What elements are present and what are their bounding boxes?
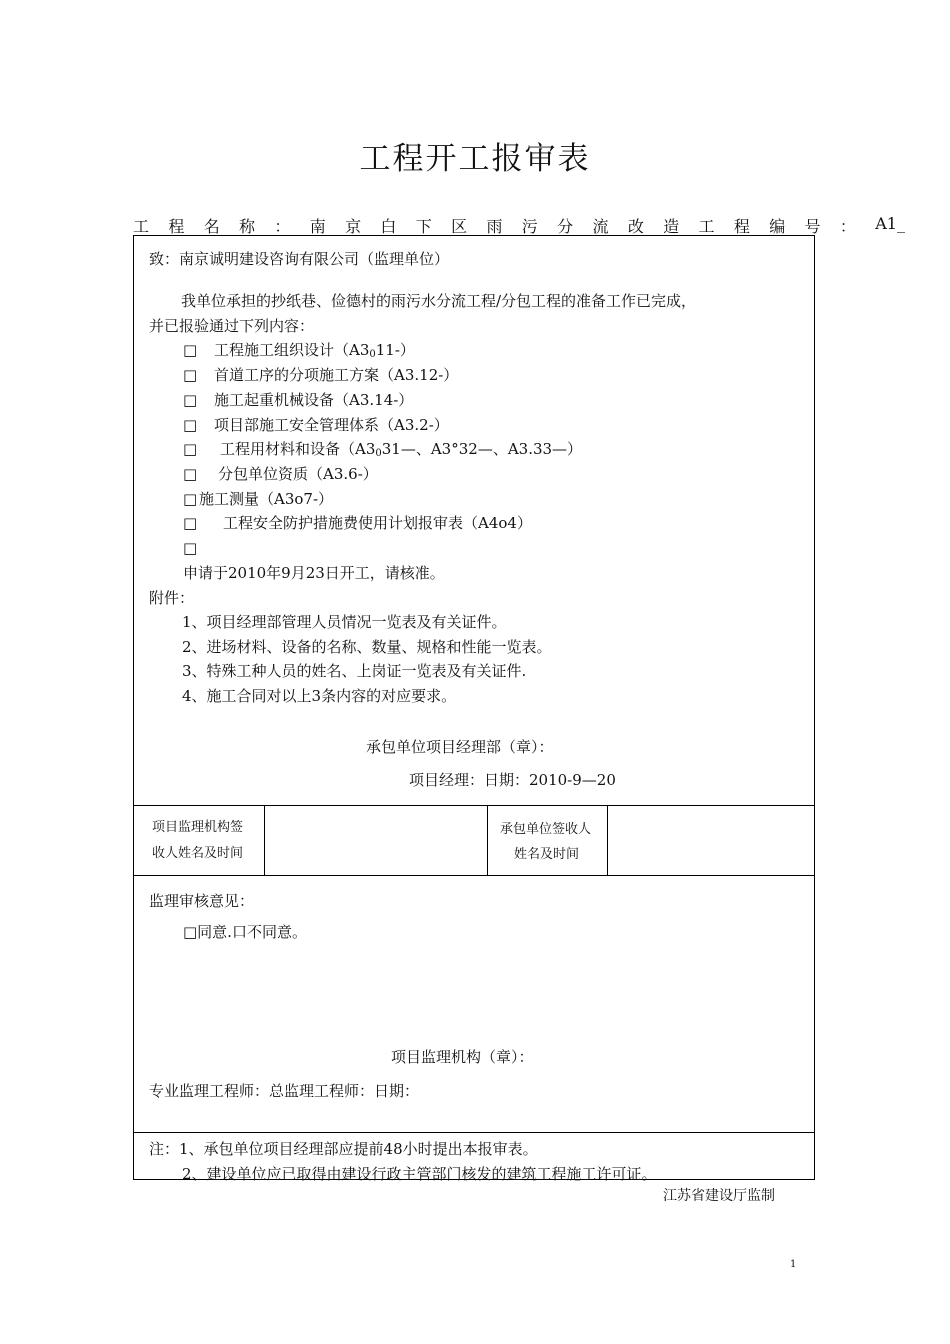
checkbox[interactable]: □ [183, 539, 198, 557]
intro-line-2: 并已报验通过下列内容： [149, 317, 315, 335]
project-line-char: 改 [627, 217, 644, 236]
divider [134, 1132, 814, 1133]
note-2: 2、建设单位应已取得由建设行政主管部门核发的建筑工程施工许可证。 [182, 1165, 657, 1183]
checkbox[interactable]: □ [183, 341, 198, 359]
attachment-item: 1、项目经理部管理人员情况一览表及有关证件。 [182, 613, 507, 631]
project-line-char: 京 [345, 217, 362, 236]
checklist-item-label [214, 391, 413, 409]
project-line-char: 号 [804, 217, 821, 236]
apply-line: 申请于2010年9月23日开工，请核准。 [183, 564, 445, 582]
page-number: 1 [790, 1259, 797, 1270]
project-line-char: 分 [557, 217, 574, 236]
project-line-char: 称 [239, 217, 256, 236]
checklist-item-label [214, 366, 458, 384]
project-line-char: 工 [133, 217, 150, 236]
checkbox[interactable]: □ [183, 490, 198, 508]
checkbox[interactable]: □ [183, 391, 198, 409]
project-line-char: 区 [451, 217, 468, 236]
supervision-stamp-line: 项目监理机构（章）： [391, 1048, 534, 1066]
checkbox[interactable]: □ [183, 366, 198, 384]
attachment-item: 4、施工合同对以上3条内容的对应要求。 [182, 687, 457, 705]
checklist-item-subscript: 0 [375, 448, 382, 459]
checkbox[interactable]: □ [183, 416, 198, 434]
manager-date-line: 项目经理：日期：2010-9—20 [409, 771, 616, 789]
supervisor-receiver-field[interactable] [265, 806, 486, 874]
note-1: 注：1、承包单位项目经理部应提前48小时提出本报审表。 [149, 1140, 538, 1158]
issuing-authority: 江苏省建设厅监制 [663, 1188, 775, 1204]
contractor-stamp-line: 承包单位项目经理部（章）： [366, 738, 554, 756]
attachment-item: 3、特殊工种人员的姓名、上岗证一览表及有关证件. [182, 662, 527, 680]
checklist-item-text: 工程用材料和设备（A3 [220, 440, 376, 458]
checklist-item-label [199, 490, 333, 508]
checklist-item-text: 工程安全防护措施费使用计划报审表（A4o4） [223, 514, 532, 532]
project-line-char: 下 [415, 217, 432, 236]
checklist-item-text: 施工测量（A3o7-） [199, 490, 334, 508]
document-title: 工程开工报审表 [359, 141, 591, 177]
form-table [133, 235, 815, 1183]
project-line-char: 程 [733, 217, 750, 236]
intro-line-1: 我单位承担的抄纸巷、俭德村的雨污水分流工程/分包工程的准备工作已完成， [181, 292, 697, 310]
project-line-char: 编 [769, 217, 786, 236]
checklist-item-tail: 11-） [375, 341, 415, 359]
project-line-char: 程 [168, 217, 185, 236]
project-line-char: 雨 [486, 217, 503, 236]
checklist-item-label [214, 341, 415, 364]
project-line-char: ： [839, 217, 856, 236]
checklist-item-text: 工程施工组织设计（A3 [214, 341, 370, 359]
checklist-item-text: 项目部施工安全管理体系（A3.2-） [214, 416, 449, 434]
project-line-char: 污 [521, 217, 538, 236]
attachments-label: 附件： [149, 589, 195, 607]
project-line-char: 名 [203, 217, 220, 236]
project-line-char: 造 [663, 217, 680, 236]
addressee-line: 致：南京诚明建设咨询有限公司（监理单位） [149, 250, 450, 268]
checklist-item-subscript: 0 [369, 349, 376, 360]
divider [487, 805, 488, 875]
project-line-char: 流 [592, 217, 609, 236]
contractor-receiver-field[interactable] [608, 806, 814, 874]
project-line-char: A1_ [875, 214, 905, 233]
supervisor-receiver-label: 收人姓名及时间 [152, 846, 244, 861]
checkbox[interactable]: □ [183, 440, 198, 458]
project-line-char: 南 [309, 217, 326, 236]
checklist-item-text: 分包单位资质（A3.6-） [218, 465, 378, 483]
supervisor-receiver-label: 项目监理机构签 [152, 820, 244, 835]
project-line-char: 白 [380, 217, 397, 236]
checklist-item-text: 施工起重机械设备（A3.14-） [214, 391, 414, 409]
attachment-item: 2、进场材料、设备的名称、数量、规格和性能一览表。 [182, 638, 552, 656]
project-name-line [133, 214, 905, 236]
project-line-char: 工 [698, 217, 715, 236]
review-options: □同意.口不同意。 [183, 923, 307, 941]
review-label: 监理审核意见： [149, 892, 255, 910]
checklist-item-label [223, 514, 532, 532]
checklist-item-label [220, 440, 582, 463]
project-line-char: ： [274, 217, 291, 236]
contractor-receiver-label: 姓名及时间 [514, 847, 580, 862]
checklist-item-label [218, 465, 378, 483]
divider [134, 875, 814, 876]
checklist-item-text: 首道工序的分项施工方案（A3.12-） [214, 366, 459, 384]
contractor-receiver-label: 承包单位签收人 [500, 822, 592, 837]
checklist-item-tail: 31—、A3°32—、A3.33—） [381, 440, 583, 458]
checkbox[interactable]: □ [183, 465, 198, 483]
engineers-line: 专业监理工程师：总监理工程师：日期： [149, 1082, 420, 1100]
checkbox[interactable]: □ [183, 514, 198, 532]
checklist-item-label [214, 416, 449, 434]
